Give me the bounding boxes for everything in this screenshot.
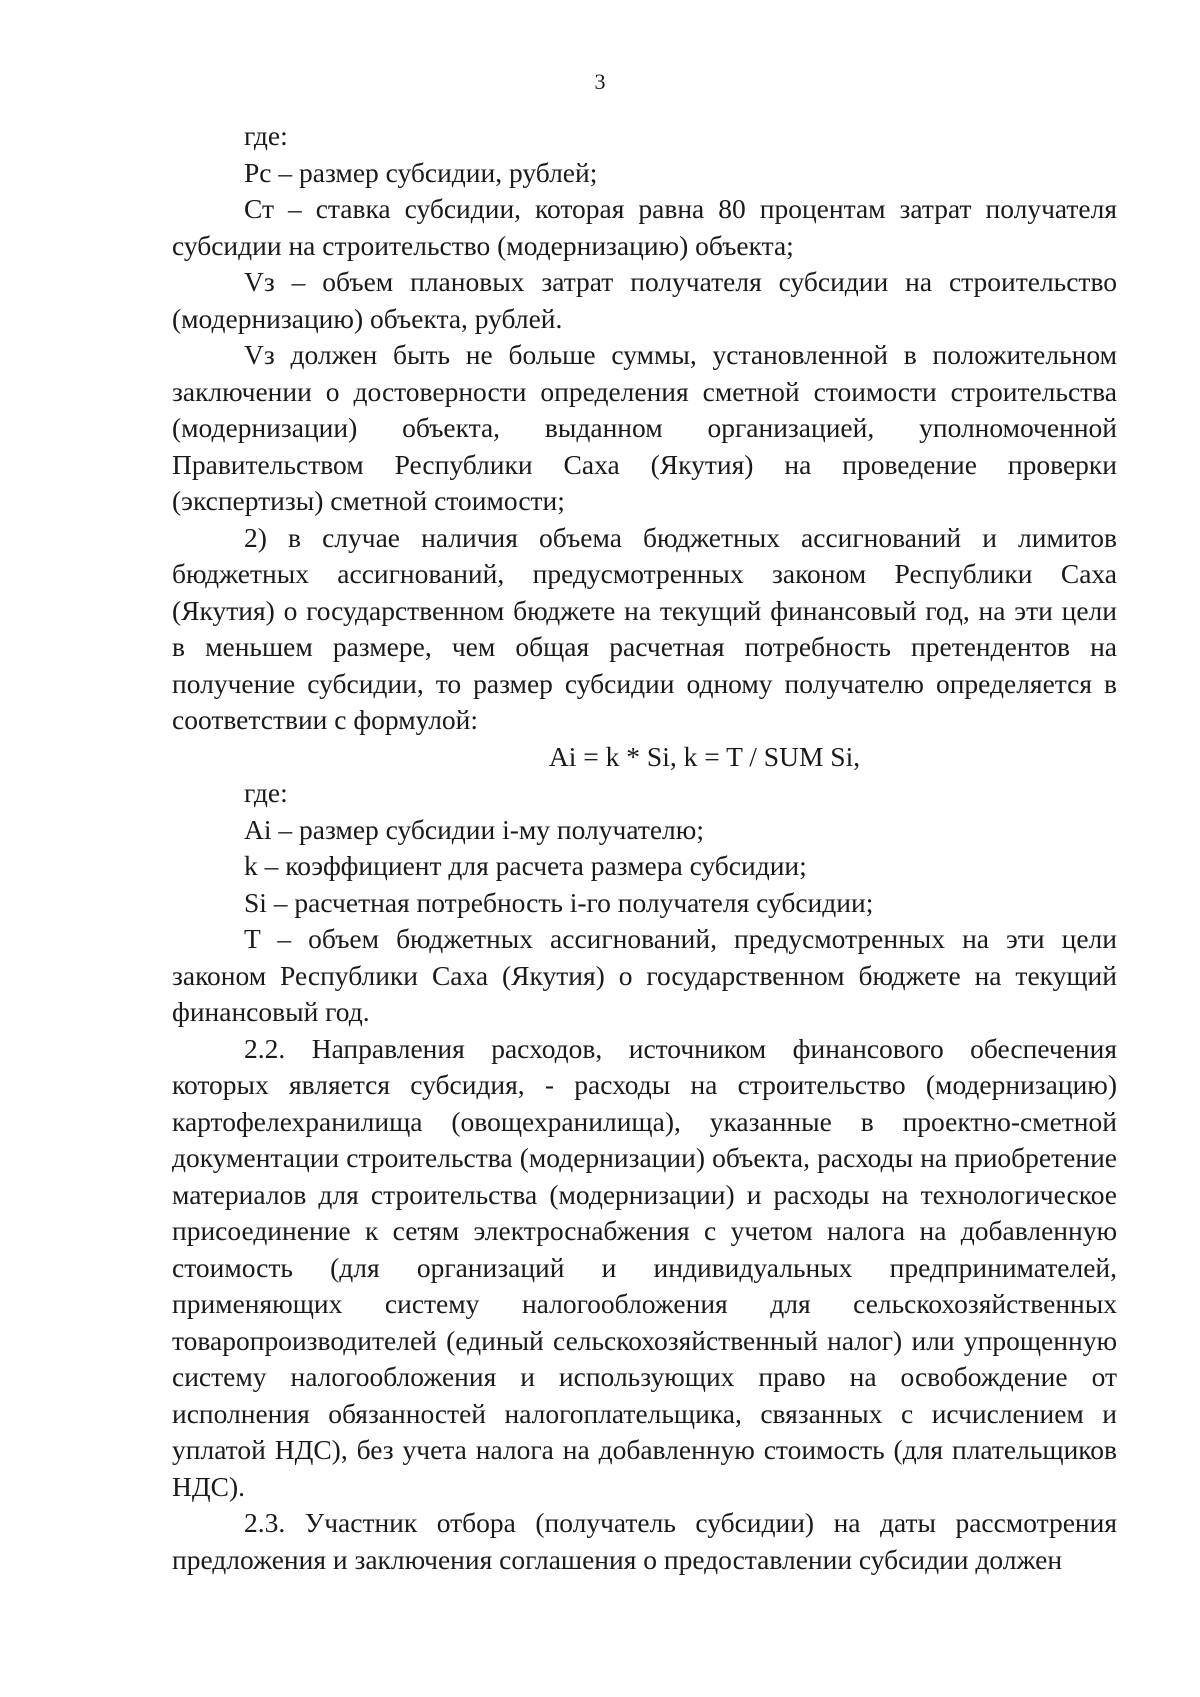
paragraph-rc-definition: Рс – размер субсидии, рублей; (244, 156, 598, 188)
paragraph-si-definition: Si – расчетная потребность i-го получателя субсидии; (244, 886, 874, 918)
paragraph-where-2: где: (244, 777, 288, 808)
document-body (172, 118, 1117, 1578)
paragraph-st-definition: Ст – ставка субсидии, которая равна 80 процентам затрат получателя субсидии на строительство (модернизацию) объекта; (172, 193, 1117, 261)
paragraph-item-2: 2) в случае наличия объема бюджетных ассигнований и лимитов бюджетных ассигнований, предусмотренных законом Республики Саха (Якутия) о государственном бюджете на текущий финансовый год, на эти цели в меньшем размере, чем общая расчетная потребность претендентов на получение субсидии, то размер субсидии одному получателю определяется в соответствии с формулой: (172, 521, 1117, 735)
page-number: 3 (594, 69, 606, 94)
paragraph-vz-limit: Vз должен быть не больше суммы, установленной в положительном заключении о достоверности определения сметной стоимости строительства (модернизации) объекта, выданном организацией, уполномоченной Правительством Республики Саха (Якутия) на проведение проверки (экспертизы) сметной стоимости; (172, 339, 1117, 516)
paragraph-vz-definition: Vз – объем плановых затрат получателя субсидии на строительство (модернизацию) объекта, рублей. (172, 266, 1117, 334)
paragraph-where-1: где: (244, 120, 288, 151)
paragraph-section-2-3: 2.3. Участник отбора (получатель субсидии) на даты рассмотрения предложения и заключения соглашения о предоставлении субсидии должен (172, 1507, 1117, 1575)
paragraph-t-definition: T – объем бюджетных ассигнований, предусмотренных на эти цели законом Республики Саха (Якутия) о государственном бюджете на текущий финансовый год. (172, 923, 1117, 1027)
paragraph-section-2-2: 2.2. Направления расходов, источником финансового обеспечения которых является субсидия, - расходы на строительство (модернизацию) картофелехранилища (овощехранилища), указанные в проектно-сметной документации строительства (модернизации) объекта, расходы на приобретение материалов для строительства (модернизации) и расходы на технологическое присоединение к сетям электроснабжения с учетом налога на добавленную стоимость (для организаций и индивидуальных предпринимателей, применяющих систему налогообложения для сельскохозяйственных товаропроизводителей (единый сельскохозяйственный налог) или упрощенную систему налогообложения и использующих право на освобождение от исполнения обязанностей налогоплательщика, связанных с исчислением и уплатой НДС), без учета налога на добавленную стоимость (для плательщиков НДС). (172, 1032, 1117, 1502)
paragraph-ai-definition: Ai – размер субсидии i-му получателю; (244, 813, 704, 845)
formula: Ai = k * Si, k = T / SUM Si, (548, 740, 861, 772)
paragraph-k-definition: k – коэффициент для расчета размера субсидии; (244, 850, 807, 881)
